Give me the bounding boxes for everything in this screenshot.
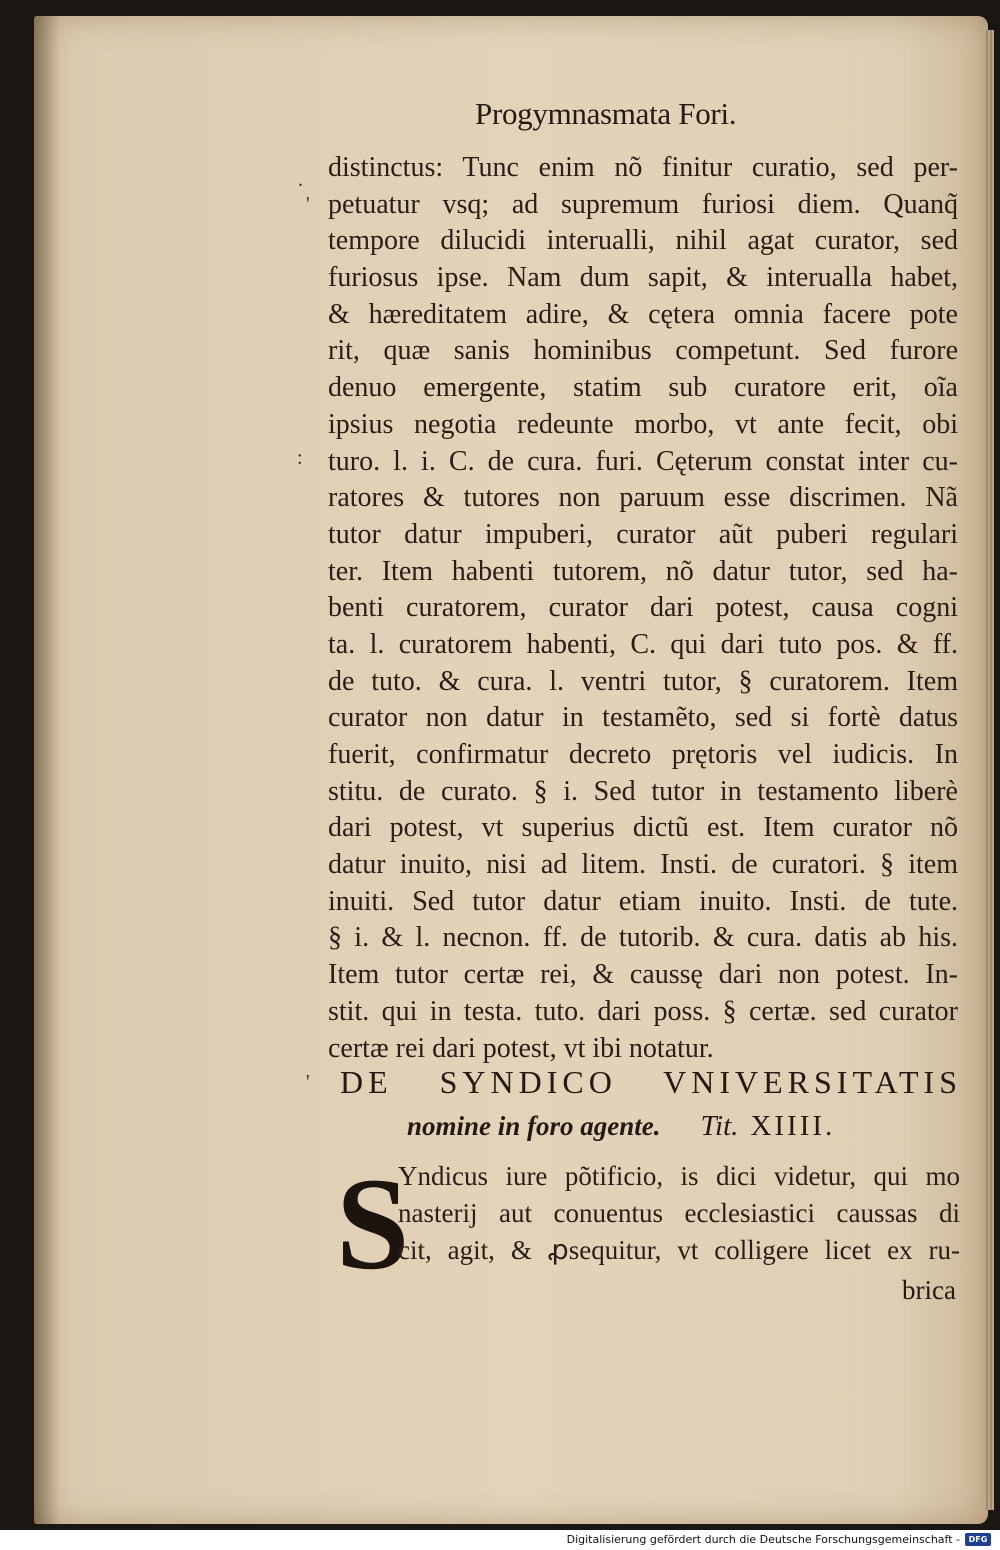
text-line: nasterij aut conuentus ecclesiastici caussas di: [398, 1198, 960, 1228]
text-line: petuatur vsq; ad supremum furiosi diem. Quanq̃: [328, 188, 958, 220]
text-line: inuiti. Sed tutor datur etiam inuito. Insti. de tute.: [328, 885, 958, 917]
text-line: tutor datur impuberi, curator aũt puberi regulari: [328, 518, 958, 550]
drop-cap: S: [336, 1150, 410, 1297]
text-line: curator non datur in testamẽto, sed si fortè datus: [328, 702, 958, 734]
text-line: turo. l. i. C. de cura. furi. Cęterum constat inter cu-: [328, 445, 958, 477]
text-line: benti curatorem, curator dari potest, causa cogni: [328, 592, 958, 624]
text-line: ta. l. curatorem habenti, C. qui dari tuto pos. & ff.: [328, 628, 958, 660]
gutter-shadow: [34, 16, 60, 1524]
text-line: certæ rei dari potest, vt ibi notatur.: [328, 1032, 714, 1064]
text-line: stitu. de curato. § i. Sed tutor in testamento liberè: [328, 775, 958, 807]
digitization-credit: Digitalisierung gefördert durch die Deutsche Forschungsgemeinschaft -: [566, 1533, 960, 1546]
main-text-block: [328, 150, 958, 1067]
text-line: ter. Item habenti tutorem, nõ datur tutor, sed ha-: [328, 555, 958, 587]
section-heading: DE SYNDICO VNIVERSITATIS: [340, 1064, 962, 1100]
margin-mark: ': [306, 1071, 310, 1093]
text-line: rit, quæ sanis hominibus competunt. Sed furore: [328, 335, 958, 367]
text-line: Item tutor certæ rei, & caussę dari non potest. In-: [328, 959, 958, 991]
page-edge: [985, 30, 994, 1510]
catchword: brica: [902, 1275, 956, 1305]
text-line: fuerit, confirmatur decreto prętoris vel iudicis. In: [328, 739, 958, 770]
title-label: Tit.: [700, 1110, 739, 1142]
margin-mark: :: [297, 447, 303, 469]
text-line: stit. qui in testa. tuto. dari poss. § certæ. sed curator: [328, 995, 958, 1027]
subheading-text: nomine in foro agente.: [407, 1111, 661, 1141]
text-line: § i. & l. necnon. ff. de tutorib. & cura. datis ab his.: [328, 922, 958, 954]
text-line: cit, agit, & ꝓsequitur, vt colligere licet ex ru-: [398, 1235, 960, 1265]
margin-mark: .: [298, 169, 303, 191]
text-line: ratores & tutores non paruum esse discrimen. Nã: [328, 482, 958, 514]
margin-mark: ': [306, 193, 310, 215]
text-line: de tuto. & cura. l. ventri tutor, § curatorem. Item: [328, 665, 958, 697]
text-line: datur inuito, nisi ad litem. Insti. de curatori. § item: [328, 849, 958, 881]
text-line: tempore dilucidi interualli, nihil agat curator, sed: [328, 225, 958, 257]
paragraph-block: [398, 1158, 960, 1269]
title-number: XIIII.: [750, 1110, 836, 1142]
dfg-logo: DFG: [965, 1533, 991, 1546]
text-line: furiosus ipse. Nam dum sapit, & interualla habet,: [328, 262, 958, 294]
text-line: denuo emergente, statim sub curatore erit, oĩa: [328, 372, 958, 404]
text-line: & hæreditatem adire, & cętera omnia facere pote: [328, 298, 958, 330]
text-line: distinctus: Tunc enim nõ finitur curatio, sed per-: [328, 152, 958, 183]
running-header: Progymnasmata Fori.: [475, 96, 737, 131]
section-subheading: [407, 1110, 835, 1143]
text-line: dari potest, vt superius dictũ est. Item curator nõ: [328, 812, 958, 844]
text-line: ipsius negotia redeunte morbo, vt ante fecit, obi: [328, 408, 958, 440]
text-line: Yndicus iure põtificio, is dici videtur, qui mo: [398, 1161, 960, 1191]
